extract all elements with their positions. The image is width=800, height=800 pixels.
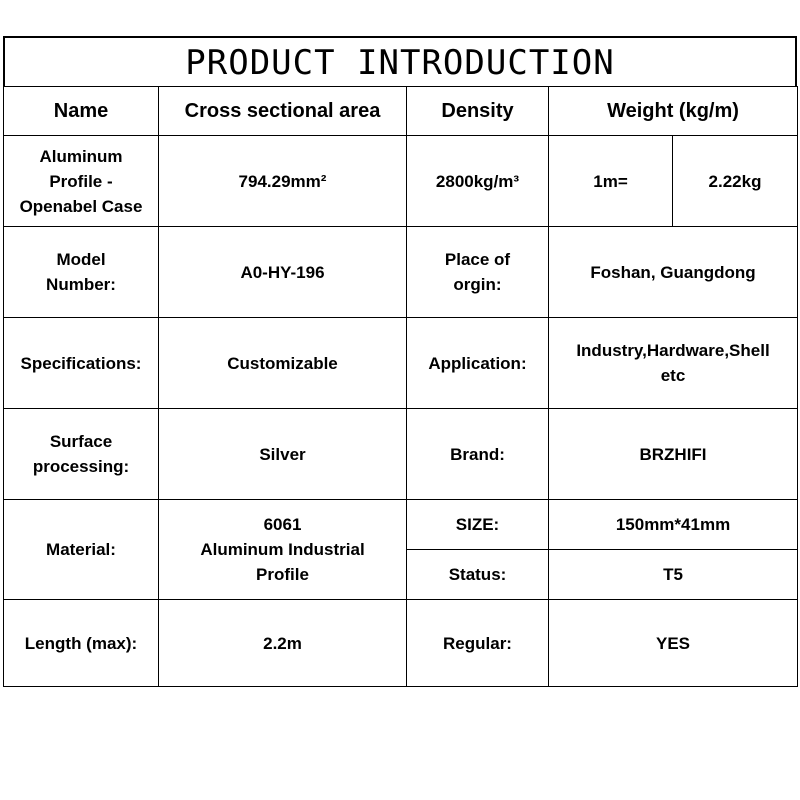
table-row (4, 409, 798, 500)
model-number-label (4, 227, 159, 318)
value-line: Profile (256, 565, 309, 584)
header-row (4, 87, 798, 136)
length-label: Length (max): (4, 600, 159, 687)
label-line: orgin: (453, 275, 502, 294)
page-title: PRODUCT INTRODUCTION (3, 36, 797, 86)
density-value: 2800kg/m³ (407, 136, 549, 227)
specifications-label: Specifications: (4, 318, 159, 409)
header-density: Density (407, 87, 549, 136)
label-line: Number: (46, 275, 116, 294)
value-line: 6061 (263, 515, 302, 534)
regular-label: Regular: (407, 600, 549, 687)
table-row (4, 318, 798, 409)
length-value: 2.2m (159, 600, 407, 687)
product-name-cell (4, 136, 159, 227)
surface-processing-label (4, 409, 159, 500)
cross-section-value: 794.29mm² (159, 136, 407, 227)
table-row (4, 600, 798, 687)
header-name: Name (4, 87, 159, 136)
material-value (159, 500, 407, 600)
label-line: Surface (49, 432, 113, 451)
product-introduction-sheet (3, 36, 797, 687)
place-of-origin-value: Foshan, Guangdong (549, 227, 798, 318)
product-name-line: Openabel Case (19, 196, 143, 216)
size-label: SIZE: (407, 500, 549, 550)
status-value: T5 (549, 550, 798, 600)
place-of-origin-label (407, 227, 549, 318)
brand-value: BRZHIFI (549, 409, 798, 500)
specifications-value: Customizable (159, 318, 407, 409)
value-line: Industry,Hardware,Shell (576, 341, 770, 360)
table-row (4, 227, 798, 318)
model-number-value: A0-HY-196 (159, 227, 407, 318)
weight-label: 1m= (549, 136, 673, 227)
header-cross-section: Cross sectional area (159, 87, 407, 136)
value-line: Aluminum Industrial (200, 540, 365, 559)
surface-processing-value: Silver (159, 409, 407, 500)
regular-value: YES (549, 600, 798, 687)
value-line: etc (660, 366, 686, 385)
header-weight: Weight (kg/m) (549, 87, 798, 136)
brand-label: Brand: (407, 409, 549, 500)
material-label: Material: (4, 500, 159, 600)
size-value: 150mm*41mm (549, 500, 798, 550)
product-name-line: Profile - (49, 171, 113, 191)
table-row (4, 136, 798, 227)
table-row (4, 500, 798, 550)
label-line: Place of (444, 250, 511, 269)
application-value (549, 318, 798, 409)
product-name-line: Aluminum (39, 146, 123, 166)
weight-value: 2.22kg (673, 136, 798, 227)
spec-table (3, 86, 798, 687)
status-label: Status: (407, 550, 549, 600)
label-line: Model (56, 250, 106, 269)
label-line: processing: (32, 457, 130, 476)
application-label: Application: (407, 318, 549, 409)
